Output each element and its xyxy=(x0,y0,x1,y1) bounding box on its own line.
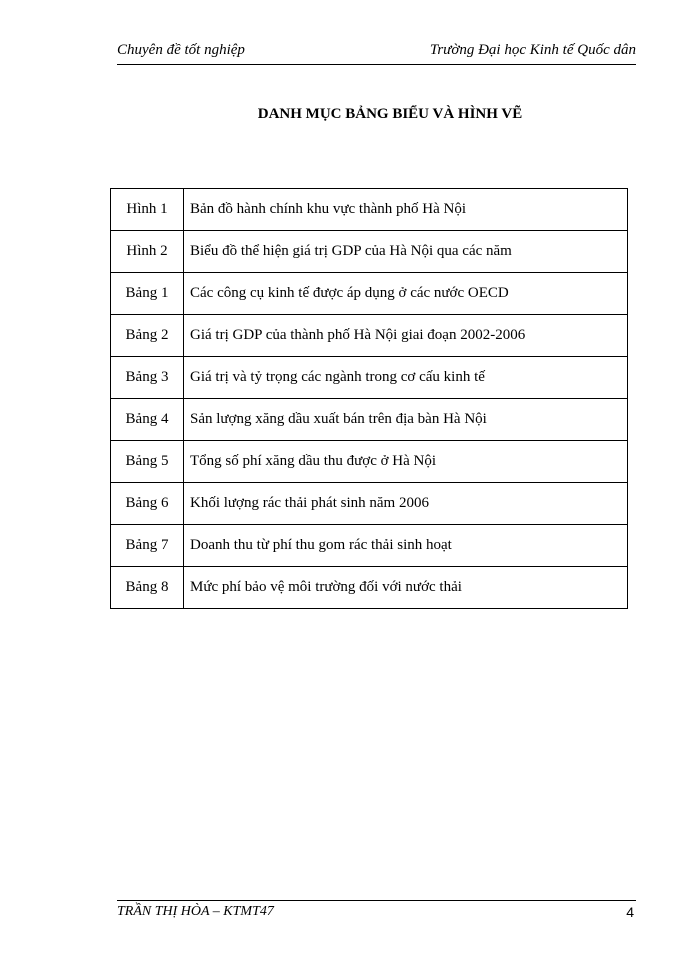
page-title: DANH MỤC BẢNG BIỂU VÀ HÌNH VẼ xyxy=(257,106,523,122)
table-row xyxy=(111,357,628,399)
footer-author: TRẦN THỊ HÒA – KTMT47 xyxy=(117,904,274,919)
table-row xyxy=(111,483,628,525)
page-header xyxy=(117,40,636,65)
row-label: Bảng 3 xyxy=(111,357,184,399)
figures-tables-list xyxy=(110,188,628,609)
row-description: Các công cụ kinh tế được áp dụng ở các nước OECD xyxy=(184,273,628,315)
row-description: Sản lượng xăng dầu xuất bán trên địa bàn Hà Nội xyxy=(184,399,628,441)
row-description: Giá trị GDP của thành phố Hà Nội giai đoạn 2002-2006 xyxy=(184,315,628,357)
table-row xyxy=(111,189,628,231)
row-description: Khối lượng rác thải phát sinh năm 2006 xyxy=(184,483,628,525)
page-number: 4 xyxy=(626,904,634,920)
row-description: Tổng số phí xăng dầu thu được ở Hà Nội xyxy=(184,441,628,483)
page-footer xyxy=(117,900,636,920)
table-row xyxy=(111,525,628,567)
row-label: Bảng 6 xyxy=(111,483,184,525)
row-label: Bảng 2 xyxy=(111,315,184,357)
row-label: Hình 2 xyxy=(111,231,184,273)
row-description: Giá trị và tỷ trọng các ngành trong cơ cấu kinh tế xyxy=(184,357,628,399)
row-label: Bảng 4 xyxy=(111,399,184,441)
table-row xyxy=(111,231,628,273)
table-row xyxy=(111,567,628,609)
table-row xyxy=(111,315,628,357)
table-row xyxy=(111,399,628,441)
row-label: Bảng 1 xyxy=(111,273,184,315)
table-row xyxy=(111,273,628,315)
row-label: Bảng 8 xyxy=(111,567,184,609)
row-description: Mức phí bảo vệ môi trường đối với nước thải xyxy=(184,567,628,609)
row-label: Hình 1 xyxy=(111,189,184,231)
table-row xyxy=(111,441,628,483)
row-label: Bảng 5 xyxy=(111,441,184,483)
row-description: Bản đồ hành chính khu vực thành phố Hà Nội xyxy=(184,189,628,231)
header-left-text: Chuyên đề tốt nghiệp xyxy=(117,42,245,58)
row-label: Bảng 7 xyxy=(111,525,184,567)
row-description: Biểu đồ thể hiện giá trị GDP của Hà Nội qua các năm xyxy=(184,231,628,273)
row-description: Doanh thu từ phí thu gom rác thải sinh hoạt xyxy=(184,525,628,567)
header-right-text: Trường Đại học Kinh tế Quốc dân xyxy=(429,42,636,58)
